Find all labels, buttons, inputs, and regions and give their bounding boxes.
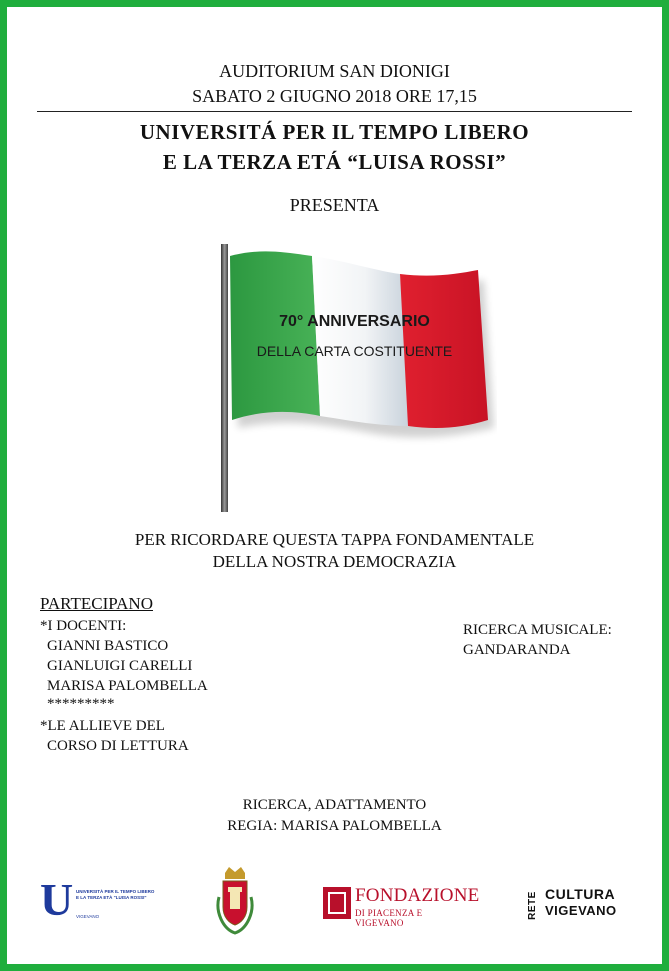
foundation-subtitle: DI PIACENZA E VIGEVANO (355, 908, 423, 928)
credits-line-2: REGIA: MARISA PALOMBELLA (227, 818, 442, 834)
purpose-text (7, 529, 662, 573)
foundation-logo (323, 885, 480, 928)
venue-block (7, 59, 662, 109)
music-label: RICERCA MUSICALE: (463, 622, 612, 638)
teacher-name: MARISA PALOMBELLA (47, 678, 208, 694)
credits-block (7, 795, 662, 837)
rete-line-2: VIGEVANO (545, 903, 617, 918)
separator-stars: ********* (47, 696, 115, 712)
anniversary-subtitle: DELLA CARTA COSTITUENTE (256, 343, 453, 359)
anniversary-title: 70° ANNIVERSARIO (279, 313, 430, 330)
university-logo (40, 874, 155, 927)
rete-vertical-label: RETE (526, 891, 538, 920)
music-section (463, 620, 612, 660)
city-coat-of-arms-icon (213, 867, 257, 937)
purpose-line-2: DELLA NOSTRA DEMOCRAZIA (212, 552, 457, 571)
credits-line-1: RICERCA, ADATTAMENTO (242, 797, 427, 813)
rete-cultura-logo (527, 886, 637, 924)
university-logo-city: VIGEVANO (76, 914, 100, 919)
rete-line-1: CULTURA (545, 886, 616, 902)
foundation-emblem-icon (323, 887, 351, 919)
participants-heading: PARTECIPANO (40, 594, 153, 613)
teacher-name: GIANNI BASTICO (47, 638, 169, 654)
participants-section (40, 594, 208, 756)
organizer-line-2: E LA TERZA ETÁ “LUISA ROSSI” (162, 150, 507, 174)
sponsor-logos (7, 862, 662, 942)
music-name: GANDARANDA (463, 642, 571, 658)
organizer-line-1: UNIVERSITÁ PER IL TEMPO LIBERO (139, 120, 530, 144)
divider-line (37, 111, 632, 112)
students-course: CORSO DI LETTURA (47, 738, 189, 754)
teacher-name: GIANLUIGI CARELLI (47, 658, 193, 674)
students-label: *LE ALLIEVE DEL (40, 718, 165, 734)
venue-name: AUDITORIUM SAN DIONIGI (219, 61, 450, 81)
organizer-block (7, 117, 662, 177)
teachers-label: *I DOCENTI: (40, 618, 127, 634)
italian-flag-icon (212, 240, 497, 515)
university-logo-letter: U (40, 874, 74, 925)
event-date: SABATO 2 GIUGNO 2018 ORE 17,15 (192, 86, 477, 106)
purpose-line-1: PER RICORDARE QUESTA TAPPA FONDAMENTALE (134, 530, 535, 549)
university-logo-text: UNIVERSITÀ PER IL TEMPO LIBERO E LA TERZA ETÀ "LUISA ROSSI" (76, 889, 155, 900)
italian-flag (212, 240, 497, 515)
foundation-name: FONDAZIONE (355, 885, 480, 906)
presents-label: PRESENTA (289, 195, 380, 215)
